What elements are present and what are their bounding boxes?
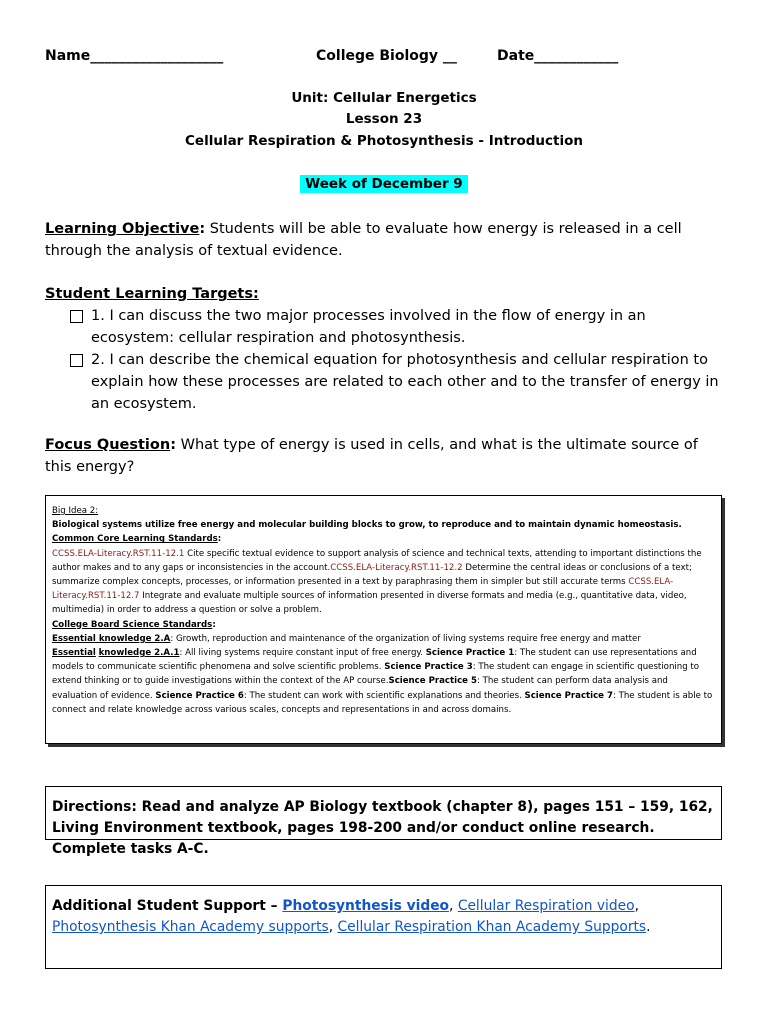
date-field: Date____________ [497, 48, 619, 64]
objective-text: Students will be able to evaluate how energy is released in a cell through the analysis of textual evidence. [45, 221, 682, 259]
unit-title: Unit: Cellular Energetics [291, 90, 477, 106]
common-core-standards [52, 547, 715, 618]
directions-text: Directions: Read and analyze AP Biology textbook (chapter 8), pages 151 – 159, 162, Living Environment textbook, pages 198-200 and/or conduct online research. Complete tasks A-C. [52, 799, 713, 857]
big-idea-label: Big Idea 2: [52, 506, 99, 516]
cellular-respiration-khan-link[interactable]: Cellular Respiration Khan Academy Supports [337, 919, 647, 935]
separator: , [634, 898, 639, 914]
sp7-text: : The student is able to connect and relate knowledge across various scales, concepts and representations in and across domains. [52, 690, 713, 715]
sp3-label: Science Practice 3 [384, 662, 473, 673]
sp5-text: : The student can perform data analysis and evaluation of evidence. [52, 676, 668, 701]
sp1-label: Science Practice 1 [425, 648, 515, 659]
ek2-label-b: knowledge 2.A.1 [98, 648, 180, 659]
college-board-label: College Board Science Standards [52, 619, 213, 630]
common-core-label: Common Core Learning Standards [52, 534, 218, 545]
learning-targets [45, 283, 725, 415]
lesson-topic: Cellular Respiration & Photosynthesis - Introduction [185, 133, 583, 149]
ek1-text: : Growth, reproduction and maintenance of the organization of living systems require free energy and matter [170, 633, 641, 644]
week-line [0, 176, 768, 192]
sp1-text: : The student can use representations and models to communicate scientific phenomena and solve scientific problems. [52, 648, 697, 673]
rst1-text: Cite specific textual evidence to support analysis of science and technical texts, attending to important distinctions the author makes and to any gaps or inconsistencies in the account. [52, 548, 702, 573]
ek2-label-a: Essential [52, 648, 96, 659]
objective-colon: : [199, 221, 206, 237]
target-item [45, 349, 725, 415]
period: . [646, 919, 651, 935]
cellular-respiration-video-link[interactable]: Cellular Respiration video [457, 898, 635, 914]
sp6-label: Science Practice 6 [155, 690, 244, 701]
checkbox-icon[interactable] [70, 354, 83, 367]
support-box [45, 885, 722, 969]
sp7-label: Science Practice 7 [524, 690, 613, 701]
ek2-text: : All living systems require constant input of free energy. [179, 648, 426, 659]
rst7-code: CCSS.ELA-Literacy.RST.11-12.7 [52, 577, 674, 602]
rst2-text: Determine the central ideas or conclusions of a text; summarize complex concepts, processes, or information presented in a text by paraphrasing them in simpler but still accurate terms [52, 562, 692, 588]
cb-colon: : [212, 619, 216, 630]
sp6-text: : The student can work with scientific explanations and theories. [243, 690, 525, 701]
photosynthesis-khan-link[interactable]: Photosynthesis Khan Academy supports [52, 919, 329, 935]
focus-label: Focus Question [45, 437, 171, 453]
separator: , [449, 898, 458, 914]
cc-colon: : [217, 534, 222, 545]
big-idea-text: Biological systems utilize free energy and molecular building blocks to grow, to reproduce and to maintain dynamic homeostasis. [52, 520, 682, 531]
objective-label: Learning Objective [45, 221, 200, 237]
directions-box [45, 786, 722, 857]
target-item [45, 305, 725, 349]
sp5-label: Science Practice 5 [388, 676, 477, 687]
course-field: College Biology __ [316, 48, 457, 64]
separator: , [328, 919, 338, 935]
rst2-code: CCSS.ELA-Literacy.RST.11-12.2 [330, 562, 463, 573]
sp3-text: : The student can engage in scientific questioning to extend thinking or to guide investigations within the context of the AP course. [52, 662, 700, 687]
week-highlight: Week of December 9 [300, 175, 467, 193]
support-label: Additional Student Support – [52, 898, 283, 914]
focus-question [45, 434, 725, 478]
rst7-text: Integrate and evaluate multiple sources of information presented in diverse formats and media (e.g., quantitative data, video, multimedia) in order to address a question or solve a problem. [52, 591, 687, 616]
target-text: 2. I can describe the chemical equation for photosynthesis and cellular respiration to explain how these processes are related to each other and to the transfer of energy in an ecosystem. [91, 352, 719, 412]
science-practices [52, 646, 715, 717]
lesson-number: Lesson 23 [345, 111, 423, 127]
learning-objective [45, 218, 725, 262]
checkbox-icon[interactable] [70, 310, 83, 323]
focus-text: What type of energy is used in cells, and what is the ultimate source of this energy? [45, 437, 698, 475]
header-row [45, 48, 728, 70]
photosynthesis-video-link[interactable]: Photosynthesis video [282, 898, 450, 914]
targets-label: Student Learning Targets: [45, 286, 259, 302]
focus-colon: : [170, 437, 176, 453]
ek1-label: Essential knowledge 2.A [52, 633, 171, 644]
rst1-code: CCSS.ELA-Literacy.RST.11-12.1 [52, 548, 185, 559]
target-text: 1. I can discuss the two major processes involved in the flow of energy in an ecosystem: cellular respiration and photosynthesis. [91, 308, 646, 346]
standards-box [45, 495, 722, 744]
name-field: Name___________________ [45, 48, 224, 64]
